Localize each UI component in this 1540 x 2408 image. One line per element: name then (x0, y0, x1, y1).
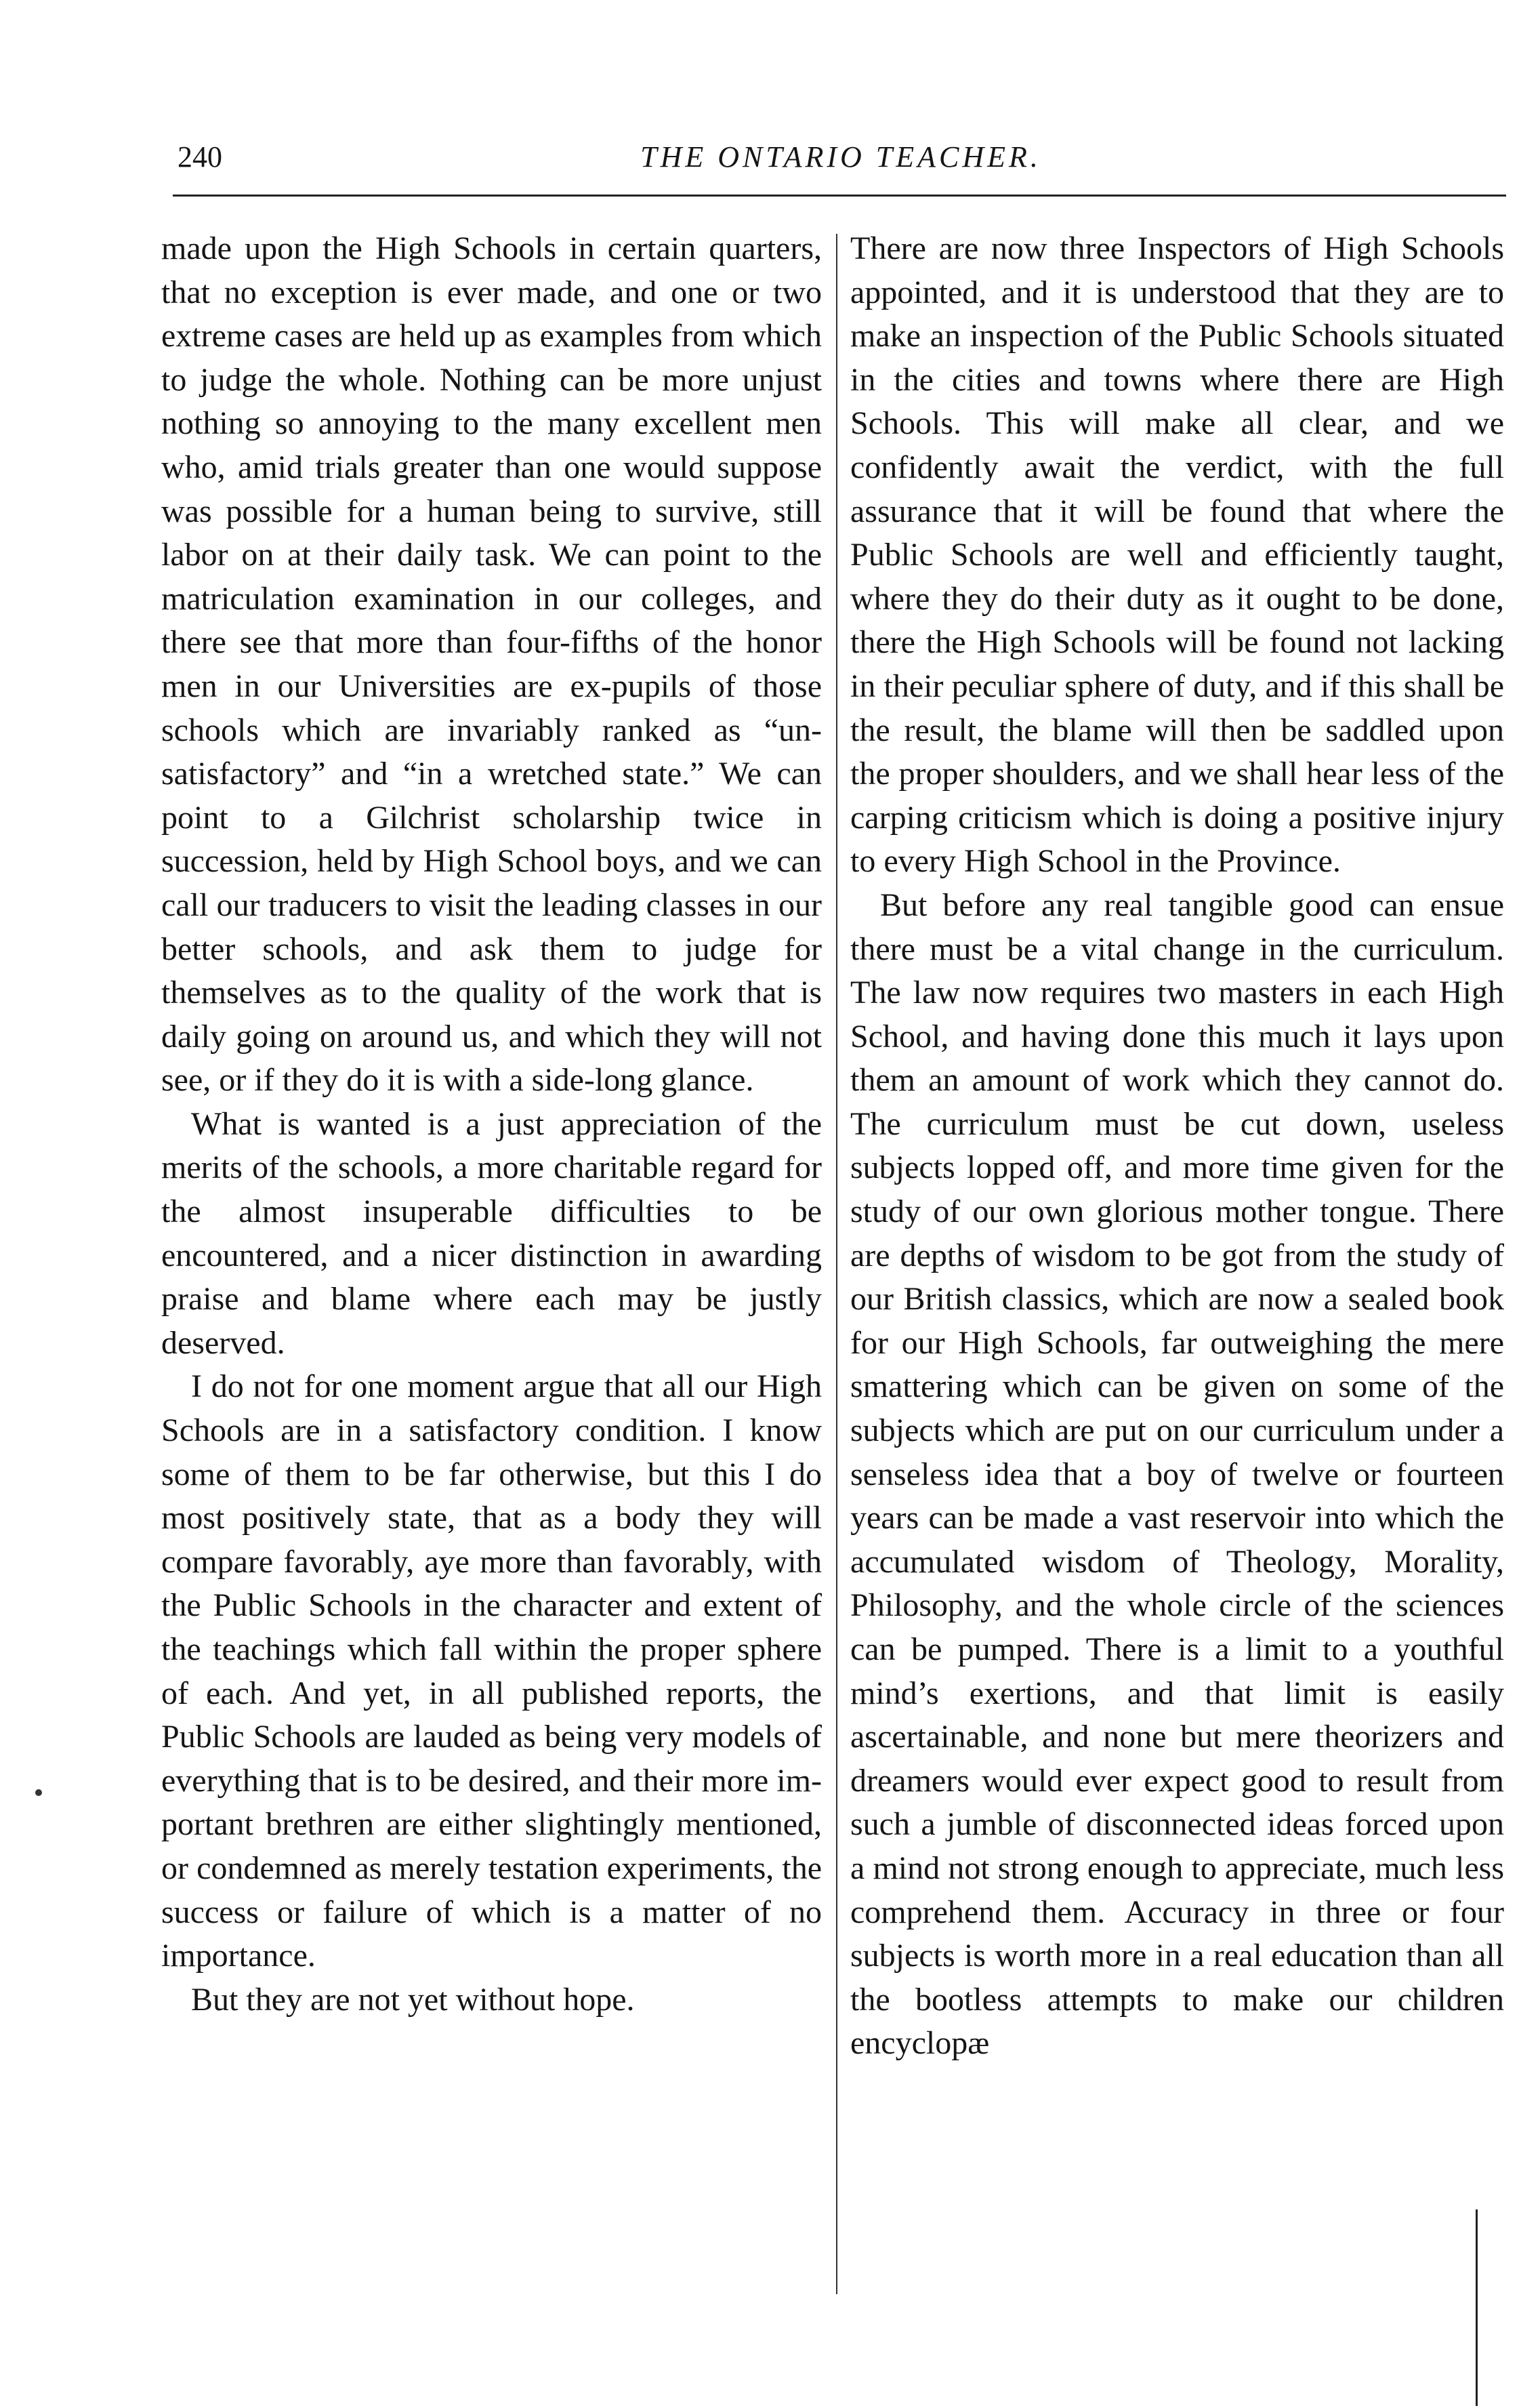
page-number: 240 (178, 140, 222, 174)
left-paragraph-3: I do not for one moment argue that all our High Schools are in a satisfactory condition. I know some of them to be far otherwise, but this I do most positively state, that as a body they will compare favorably, aye more than favorably, with the Public Schools in the character and extent of the teachings which fall within the proper sphere of each. And yet, in all published reports, the Public Schools are lauded as being very models of everything that is to be desired, and their more important brethren are either slightingly mentioned, or condemned as merely testation experiments, the success or failure of which is a matter of no importance. (161, 1368, 822, 1974)
right-paragraph-2: But before any real tangible good can ensue there must be a vital change in the curriculum. The law now requires two masters in each High School, and having done this much it lays upon them an amount of work which they cannot do. The curriculum must be cut down, useless subjects lopped off, and more time given for the study of our own glorious mother tongue. There are depths of wisdom to be got from the study of our British classics, which are now a sealed book for our High Schools, far outweighing the mere smattering which can be given on some of the subjects which are put on our curriculum under a senseless idea that a boy of twelve or fourteen years can be made a vast reservoir into which the accumulated wisdom of Theology, Morality, Philosophy, and the whole circle of the sciences can be pumped. There is a limit to a youthful mind’s exertions, and that limit is easily ascertainable, and none but mere theorizers and dreamers would ever expect good to result from such a jumble of disconnected ideas forced upon a mind not strong enough to appreciate, much less comprehend them. Accuracy in three or four subjects is worth more in a real education than all the bootless attempts to make our children encyclopæ (850, 886, 1504, 2062)
margin-ink-dot (35, 1789, 42, 1796)
running-title: THE ONTARIO TEACHER. (640, 140, 1041, 174)
right-paragraph-1: There are now three Inspectors of High Schools appointed, and it is understood that they are to make an inspection of the Public Schools situated in the cities and towns where there are High Schools. This will make all clear, and we confidently await the verdict, with the full assurance that it will be found that where the Public Schools are well and efficiently taught, where they do their duty as it ought to be done, there the High Schools will be found not lacking in their peculiar sphere of duty, and if this shall be the result, the blame will then be saddled upon the proper shoulders, and we shall hear less of the carping criticism which is doing a positive injury to every High School in the Province. (850, 230, 1504, 880)
page-header (178, 130, 1504, 184)
left-paragraph-4: But they are not yet without hope. (191, 1981, 635, 2018)
left-column (161, 227, 822, 2022)
left-paragraph-1: made upon the High Schools in certain quarters, that no exception is ever made, and one or two extreme cases are held up as examples from which to judge the whole. Nothing can be more unjust nothing so annoying to the many excellent men who, amid trials greater than one would suppose was possible for a human being to survive, still labor on at their daily task. We can point to the matriculation examination in our colleges, and there see that more than four-fifths of the honor men in our Universities are ex-pupils of those schools which are invariably ranked as “unsatisfactory” and “in a wretched state.” We can point to a Gilchrist scholarship twice in succession, held by High School boys, and we can call our traducers to visit the leading classes in our better schools, and ask them to judge for themselves as to the quality of the work that is daily going on around us, and which they will not see, or if they do it is with a side-long glance. (161, 230, 822, 1099)
header-rule (173, 195, 1506, 197)
column-divider (836, 234, 837, 2294)
right-column (850, 227, 1504, 2066)
left-paragraph-2: What is wanted is a just appreciation of the merits of the schools, a more charitable regard for the almost insuperable difficulties to be encountered, and a nicer distinction in awarding praise and blame where each may be justly deserved. (161, 1105, 822, 1361)
margin-edge-mark (1476, 2209, 1478, 2406)
